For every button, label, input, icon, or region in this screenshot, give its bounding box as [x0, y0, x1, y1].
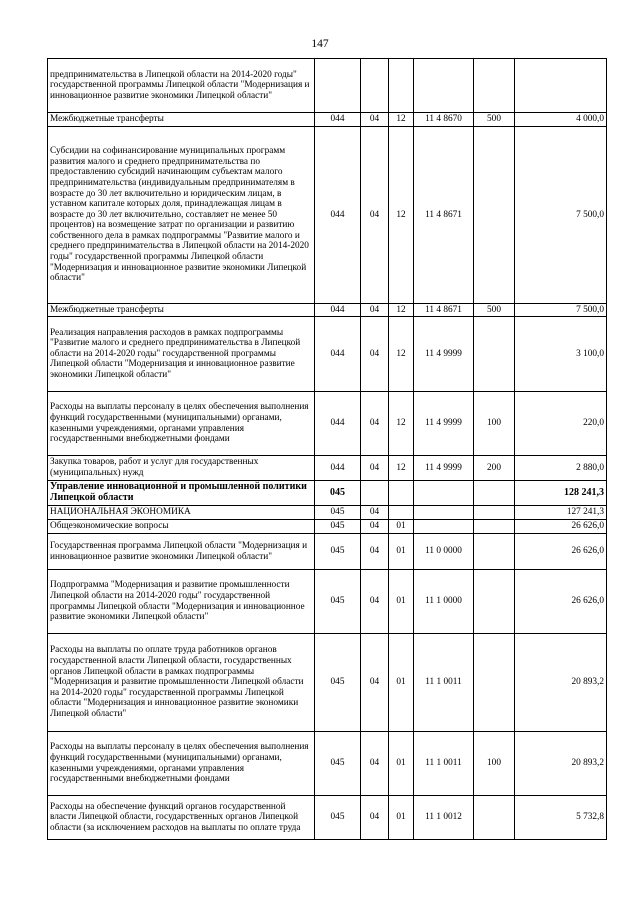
row-target-article	[414, 520, 474, 534]
row-section-code: 04	[361, 796, 389, 840]
row-amount: 20 893,2	[515, 732, 607, 796]
row-subsection-code: 12	[389, 127, 414, 304]
row-section-code: 04	[361, 304, 389, 317]
row-amount: 26 626,0	[515, 534, 607, 570]
row-amount: 3 100,0	[515, 317, 607, 392]
row-target-article	[414, 481, 474, 506]
row-expense-type	[474, 506, 515, 520]
row-section-code: 04	[361, 317, 389, 392]
row-subsection-code: 01	[389, 732, 414, 796]
row-target-article: 11 4 9999	[414, 317, 474, 392]
row-expense-type	[474, 634, 515, 732]
row-ministry-code: 045	[315, 732, 361, 796]
row-amount: 26 626,0	[515, 520, 607, 534]
table-row	[48, 481, 607, 506]
row-expense-type	[474, 570, 515, 634]
row-expense-type	[474, 520, 515, 534]
row-target-article: 11 0 0000	[414, 534, 474, 570]
row-expense-type	[474, 534, 515, 570]
row-name: предпринимательства в Липецкой области на 2014-2020 годы" государственной программы Липецкой области "Модернизация и инновационное развитие экономики Липецкой области"	[48, 59, 315, 113]
row-ministry-code: 045	[315, 506, 361, 520]
row-amount: 5 732,8	[515, 796, 607, 840]
row-name: Расходы на обеспечение функций органов государственной власти Липецкой области, государственных органов Липецкой области (за исключением расходов на выплаты по оплате труда	[48, 796, 315, 840]
row-section-code: 04	[361, 456, 389, 481]
row-ministry-code: 044	[315, 304, 361, 317]
row-section-code	[361, 481, 389, 506]
table-row	[48, 127, 607, 304]
table-row	[48, 304, 607, 317]
row-name: Расходы на выплаты персоналу в целях обеспечения выполнения функций государственными (муниципальными) органами, казенными учреждениями, органами управления государственными внебюджетными фондами	[48, 392, 315, 456]
row-amount: 220,0	[515, 392, 607, 456]
row-section-code: 04	[361, 732, 389, 796]
row-ministry-code: 044	[315, 456, 361, 481]
row-ministry-code: 045	[315, 796, 361, 840]
row-section-code: 04	[361, 113, 389, 127]
row-target-article: 11 4 9999	[414, 392, 474, 456]
row-target-article	[414, 59, 474, 113]
row-amount: 128 241,3	[515, 481, 607, 506]
row-section-code: 04	[361, 634, 389, 732]
table-row	[48, 796, 607, 840]
row-name: Субсидии на софинансирование муниципальных программ развития малого и среднего предпринимательства по предоставлению субсидий начинающим субъектам малого предпринимательства (индивидуальным предпринимателям в возрасте до 30 лет включительно и юридическим лицам, в уставном капитале которых доля, принадлежащая лицам в возрасте до 30 лет включительно, составляет не менее 50 процентов) на возмещение затрат по организации и развитию собственного дела в рамках подпрограммы "Развитие малого и среднего предпринимательства в Липецкой области на 2014-2020 годы" государственной программы Липецкой области "Модернизация и инновационное развитие экономики Липецкой области"	[48, 127, 315, 304]
row-subsection-code: 12	[389, 304, 414, 317]
row-amount: 7 500,0	[515, 127, 607, 304]
row-expense-type	[474, 796, 515, 840]
row-expense-type	[474, 317, 515, 392]
row-amount: 4 000,0	[515, 113, 607, 127]
table-row	[48, 59, 607, 113]
row-expense-type	[474, 127, 515, 304]
row-section-code	[361, 59, 389, 113]
row-name: Управление инновационной и промышленной политики Липецкой области	[48, 481, 315, 506]
row-amount	[515, 59, 607, 113]
row-subsection-code: 12	[389, 456, 414, 481]
row-section-code: 04	[361, 127, 389, 304]
row-target-article: 11 1 0011	[414, 634, 474, 732]
row-subsection-code: 12	[389, 317, 414, 392]
row-amount: 20 893,2	[515, 634, 607, 732]
row-amount: 2 880,0	[515, 456, 607, 481]
row-section-code: 04	[361, 570, 389, 634]
row-ministry-code: 044	[315, 127, 361, 304]
row-target-article: 11 4 8671	[414, 127, 474, 304]
row-amount: 127 241,3	[515, 506, 607, 520]
table-row	[48, 456, 607, 481]
table-row	[48, 317, 607, 392]
row-expense-type: 100	[474, 732, 515, 796]
table-row	[48, 520, 607, 534]
budget-table	[47, 58, 607, 840]
row-expense-type: 500	[474, 113, 515, 127]
row-subsection-code: 12	[389, 392, 414, 456]
row-expense-type	[474, 59, 515, 113]
row-subsection-code: 01	[389, 796, 414, 840]
row-name: Общеэкономические вопросы	[48, 520, 315, 534]
table-row	[48, 392, 607, 456]
row-expense-type: 100	[474, 392, 515, 456]
row-expense-type	[474, 481, 515, 506]
row-target-article: 11 4 8671	[414, 304, 474, 317]
row-target-article: 11 4 8670	[414, 113, 474, 127]
row-name: Подпрограмма "Модернизация и развитие промышленности Липецкой области на 2014-2020 годы" государственной программы Липецкой области "Модернизация и инновационное развитие экономики Липецкой области"	[48, 570, 315, 634]
row-ministry-code: 045	[315, 481, 361, 506]
row-name: Межбюджетные трансферты	[48, 304, 315, 317]
row-name: Государственная программа Липецкой области "Модернизация и инновационное развитие экономики Липецкой области"	[48, 534, 315, 570]
row-amount: 7 500,0	[515, 304, 607, 317]
row-expense-type: 200	[474, 456, 515, 481]
table-row	[48, 732, 607, 796]
table-row	[48, 534, 607, 570]
row-name: Реализация направления расходов в рамках подпрограммы "Развитие малого и среднего предпринимательства в Липецкой области на 2014-2020 годы" государственной программы Липецкой области "Модернизация и инновационное развитие экономики Липецкой области"	[48, 317, 315, 392]
row-name: Закупка товаров, работ и услуг для государственных (муниципальных) нужд	[48, 456, 315, 481]
table-row	[48, 570, 607, 634]
row-subsection-code: 01	[389, 520, 414, 534]
row-ministry-code: 045	[315, 534, 361, 570]
row-target-article: 11 4 9999	[414, 456, 474, 481]
row-name: Расходы на выплаты по оплате труда работников органов государственной власти Липецкой области, государственных органов Липецкой области в рамках подпрограммы "Модернизация и развитие промышленности Липецкой области на 2014-2020 годы" государственной программы Липецкой области "Модернизация и инновационное развитие экономики Липецкой области"	[48, 634, 315, 732]
page-number: 147	[311, 38, 329, 50]
row-ministry-code: 044	[315, 113, 361, 127]
row-subsection-code	[389, 481, 414, 506]
row-section-code: 04	[361, 392, 389, 456]
row-name: НАЦИОНАЛЬНАЯ ЭКОНОМИКА	[48, 506, 315, 520]
row-target-article	[414, 506, 474, 520]
row-name: Расходы на выплаты персоналу в целях обеспечения выполнения функций государственными (муниципальными) органами, казенными учреждениями, органами управления государственными внебюджетными фондами	[48, 732, 315, 796]
row-expense-type: 500	[474, 304, 515, 317]
row-subsection-code: 01	[389, 634, 414, 732]
row-subsection-code: 12	[389, 113, 414, 127]
row-amount: 26 626,0	[515, 570, 607, 634]
row-target-article: 11 1 0000	[414, 570, 474, 634]
row-subsection-code: 01	[389, 534, 414, 570]
row-subsection-code	[389, 59, 414, 113]
table-row	[48, 506, 607, 520]
row-name: Межбюджетные трансферты	[48, 113, 315, 127]
row-ministry-code: 045	[315, 570, 361, 634]
row-ministry-code	[315, 59, 361, 113]
table-row	[48, 113, 607, 127]
row-ministry-code: 045	[315, 520, 361, 534]
row-subsection-code	[389, 506, 414, 520]
row-target-article: 11 1 0011	[414, 732, 474, 796]
table-row	[48, 634, 607, 732]
row-section-code: 04	[361, 506, 389, 520]
row-section-code: 04	[361, 534, 389, 570]
row-subsection-code: 01	[389, 570, 414, 634]
row-section-code: 04	[361, 520, 389, 534]
row-target-article: 11 1 0012	[414, 796, 474, 840]
row-ministry-code: 044	[315, 317, 361, 392]
row-ministry-code: 045	[315, 634, 361, 732]
row-ministry-code: 044	[315, 392, 361, 456]
